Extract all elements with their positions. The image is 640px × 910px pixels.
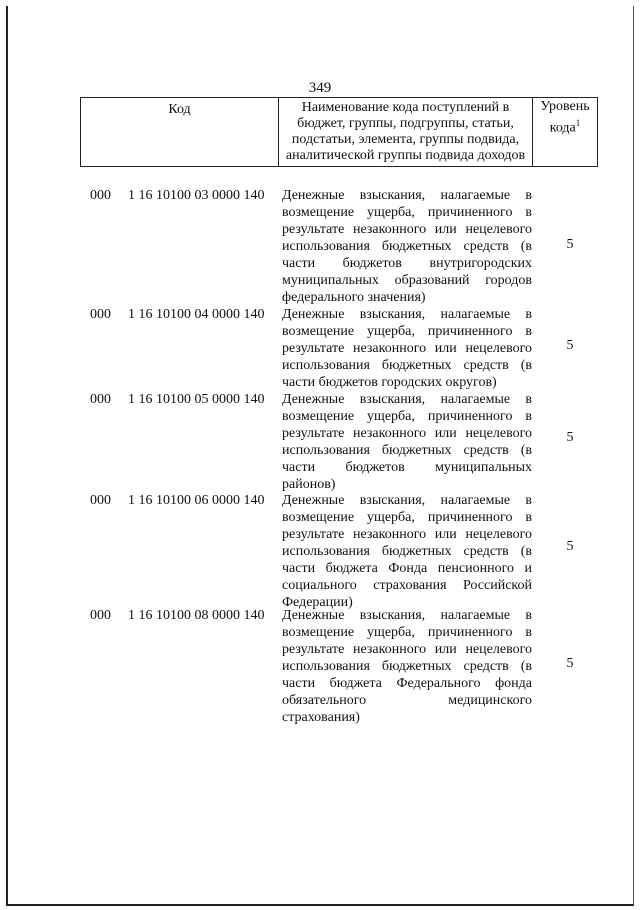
revenue-code: 1 16 10100 05 0000 140: [128, 392, 265, 407]
code-level: 5: [566, 656, 574, 671]
code-level: 5: [566, 539, 574, 554]
code-level: 5: [566, 338, 574, 353]
code-level: 5: [566, 430, 574, 445]
admin-code: 000: [90, 188, 111, 203]
header-level-footnote: 1: [575, 118, 581, 128]
revenue-code: 1 16 10100 06 0000 140: [128, 493, 265, 508]
revenue-name: Денежные взыскания, налагаемые в возмещение ущерба, причиненного в результате незаконного или нецелевого использования бюджетных средств (в части бюджетов внутригородских муниципальных образований городов федерального значения): [282, 188, 532, 305]
admin-code: 000: [90, 493, 111, 508]
header-code-label: Код: [168, 102, 191, 117]
header-name-cell: [279, 98, 533, 166]
header-level-label: Уровень кода: [540, 99, 590, 136]
revenue-name: Денежные взыскания, налагаемые в возмещение ущерба, причиненного в результате незаконного или нецелевого использования бюджетных средств (в части бюджетов муниципальных районов): [282, 392, 532, 492]
revenue-name: Денежные взыскания, налагаемые в возмещение ущерба, причиненного в результате незаконного или нецелевого использования бюджетных средств (в части бюджетов городских округов): [282, 307, 532, 390]
revenue-code: 1 16 10100 08 0000 140: [128, 608, 265, 623]
code-level: 5: [566, 237, 574, 252]
admin-code: 000: [90, 392, 111, 407]
revenue-code: 1 16 10100 04 0000 140: [128, 307, 265, 322]
header-code-cell: [81, 98, 279, 166]
revenue-code: 1 16 10100 03 0000 140: [128, 188, 265, 203]
revenue-name: Денежные взыскания, налагаемые в возмещение ущерба, причиненного в результате незаконного или нецелевого использования бюджетных средств (в части бюджета Федерального фонда обязательного медицинского страхования): [282, 608, 532, 725]
admin-code: 000: [90, 608, 111, 623]
admin-code: 000: [90, 307, 111, 322]
page-number: 349: [308, 80, 332, 96]
header-level-cell: [533, 98, 597, 166]
header-name-label: Наименование кода поступлений в бюджет, группы, подгруппы, статьи, подстатьи, элемента, группы подвида, аналитической группы подвида доходов: [285, 100, 526, 163]
revenue-name: Денежные взыскания, налагаемые в возмещение ущерба, причиненного в результате незаконного или нецелевого использования бюджетных средств (в части бюджета Фонда пенсионного и социального страхования Российской Федерации): [282, 493, 532, 610]
table-header: [80, 97, 598, 167]
